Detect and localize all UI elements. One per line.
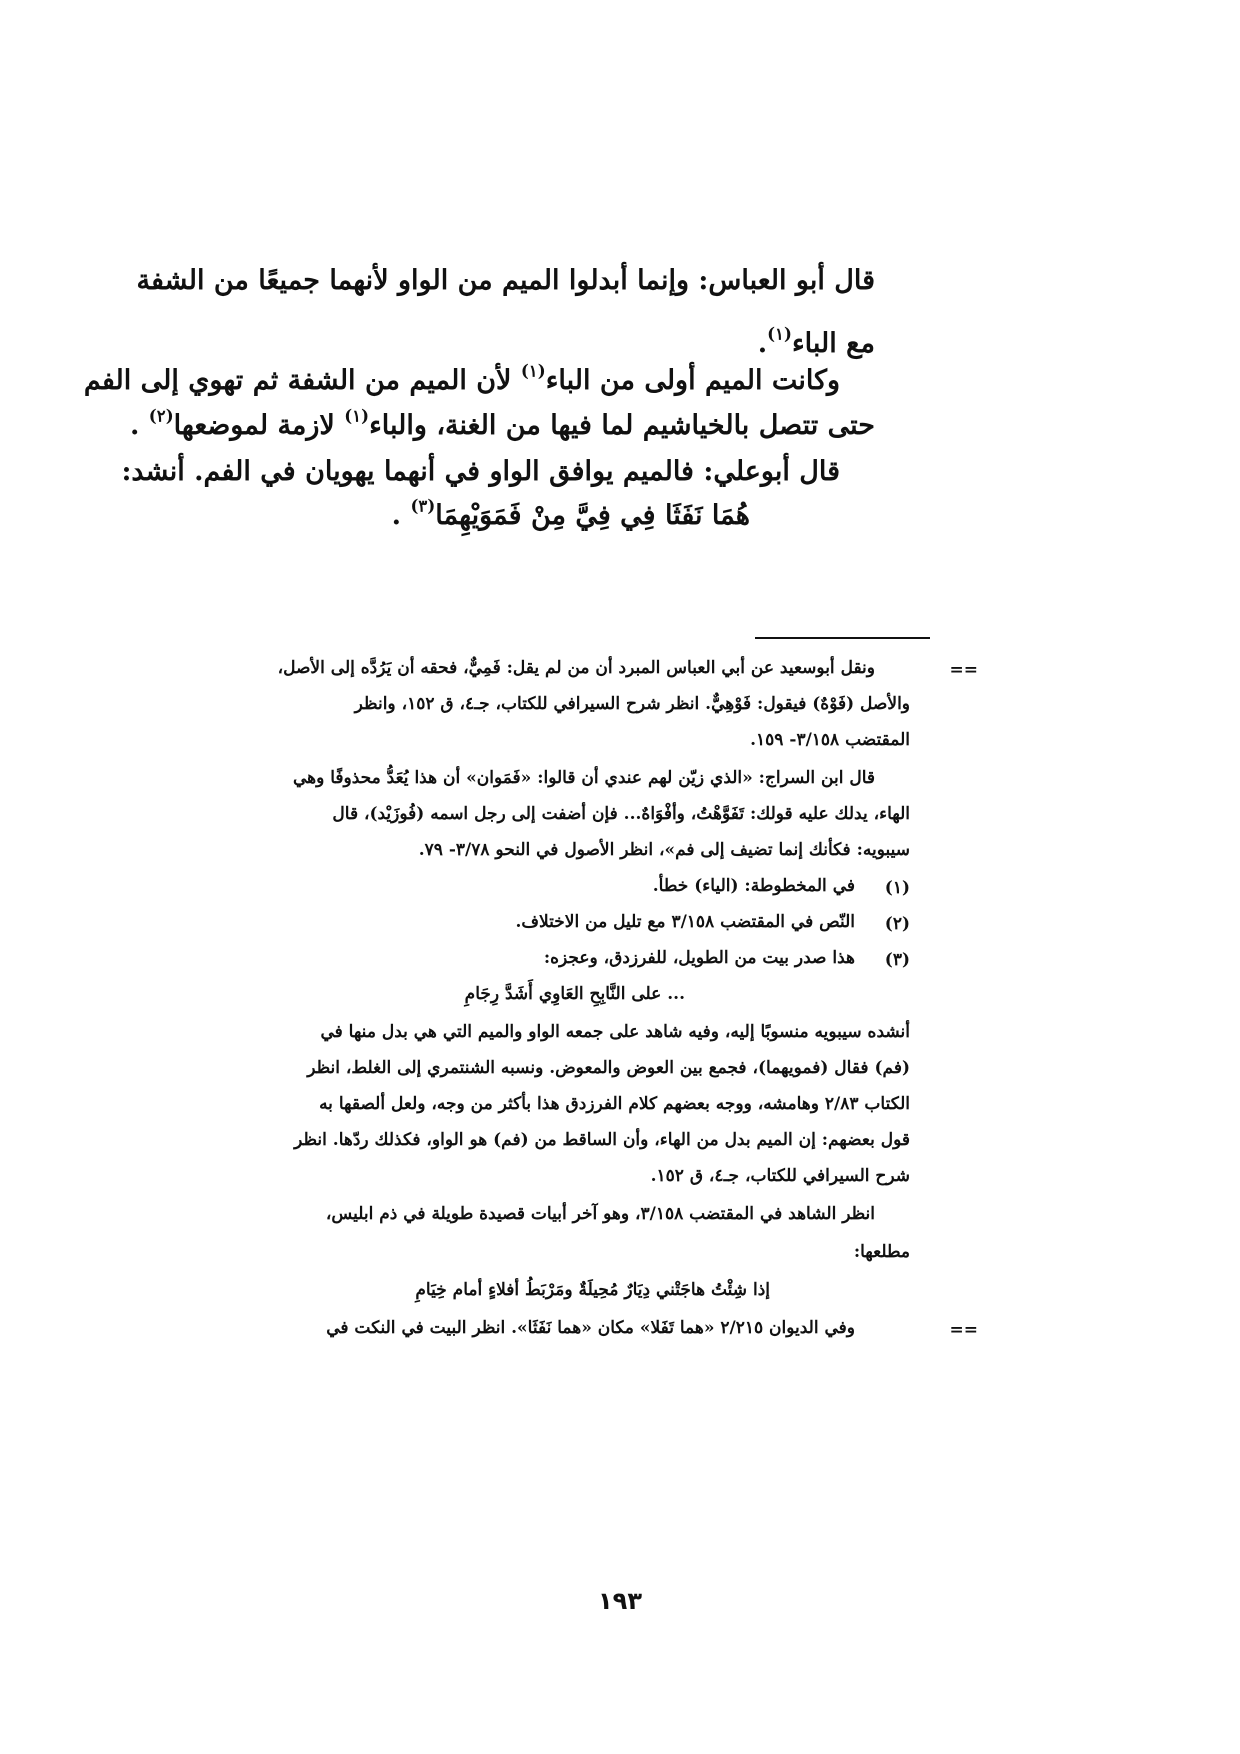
main-line-5	[121, 456, 840, 487]
continuation-mark: ==	[949, 660, 978, 680]
footnote-ref[interactable]: (١)	[767, 323, 792, 344]
main-text: وكانت الميم أولى من الباء	[545, 365, 840, 396]
footnote-line: قال ابن السراج: «الذي زيّن لهم عندي أن قالوا: «فَمَوان» أن هذا يُعَدُّ محذوفًا وهي	[292, 768, 875, 788]
footnote-2-number: (٢)	[884, 914, 910, 934]
footnote-separator	[755, 637, 930, 639]
footnote-ref[interactable]: (٢)	[148, 405, 174, 426]
footnote-line: الهاء، يدلك عليه قولك: تَفَوَّهْتُ، وأفْوَاهٌ... فإن أضفت إلى رجل اسمه (فُوزَيْد)، قال	[332, 804, 910, 824]
main-line-4: حتى تتصل بالخياشيم لما فيها من الغنة، والباء$^{(١)}$ لازمة لموضعها$^{(٢)}$ .	[129, 405, 875, 441]
main-text: قال أبوعلي: فالميم يوافق الواو في أنهما يهويان في الفم. أنشد:	[121, 456, 840, 487]
main-text: قال أبو العباس: وإنما أبدلوا الميم من الواو لأنهما جميعًا من الشفة	[136, 265, 875, 296]
footnote-3-verse: ... على النَّابِحِ العَاوِي أَشَدَّ رِجَامِ	[464, 984, 685, 1004]
footnote-3-text: هذا صدر بيت من الطويل، للفرزدق، وعجزه:	[543, 948, 855, 968]
verse-line: هُمَا نَفَثَا فِي فِيَّ مِنْ فَمَوَيْهِمَا$^{(٣)}$ .	[391, 495, 750, 531]
footnote-ref[interactable]: (١)	[344, 405, 370, 426]
main-line-1	[137, 265, 875, 296]
footnote-line: قول بعضهم: إن الميم بدل من الهاء، وأن الساقط من (فم) هو الواو، فكذلك ردّها. انظر	[294, 1130, 910, 1150]
footnote-line: انظر الشاهد في المقتضب ٣/١٥٨، وهو آخر أبيات قصيدة طويلة في ذم ابليس،	[325, 1204, 875, 1224]
footnote-line: سيبويه: فكأنك إنما تضيف إلى فم»، انظر الأصول في النحو ٣/٧٨- ٧٩.	[418, 840, 910, 860]
footnote-2-text: النّص في المقتضب ٣/١٥٨ مع تليل من الاختلاف.	[515, 912, 855, 932]
footnote-line: المقتضب ٣/١٥٨- ١٥٩.	[750, 730, 910, 750]
continuation-mark: ==	[949, 1320, 978, 1340]
footnote-ref[interactable]: (٣)	[410, 495, 436, 516]
footnote-line: وفي الديوان ٢/٢١٥ «هما تَفَلا» مكان «هما نَفَثَا». انظر البيت في النكت في	[326, 1318, 855, 1338]
main-text: مع الباء	[791, 328, 875, 359]
page-number: ١٩٣	[598, 1587, 642, 1615]
footnote-line: (فم) فقال (فمويهما)، فجمع بين العوض والمعوض. ونسبه الشنتمري إلى الغلط، انظر	[307, 1058, 910, 1078]
footnote-1-number: (١)	[884, 878, 910, 898]
footnote-1-text: في المخطوطة: (الياء) خطأ.	[652, 876, 855, 896]
footnote-line: أنشده سيبويه منسوبًا إليه، وفيه شاهد على جمعه الواو والميم التي هي بدل منها في	[320, 1022, 910, 1042]
footnote-line: مطلعها:	[853, 1242, 910, 1262]
footnote-line: والأصل (فَوْهٌ) فيقول: فَوْهِيٌّ. انظر شرح السيرافي للكتاب، جـ٤، ق ١٥٢، وانظر	[354, 694, 910, 714]
verse-text: هُمَا نَفَثَا فِي فِيَّ مِنْ فَمَوَيْهِمَا	[435, 500, 750, 531]
footnote-ref[interactable]: (١)	[520, 360, 546, 381]
footnote-line: ونقل أبوسعيد عن أبي العباس المبرد أن من لم يقل: فَمِيٌّ، فحقه أن يَرُدَّه إلى الأصل،	[277, 658, 875, 678]
main-text: حتى تتصل بالخياشيم لما فيها من الغنة، والباء	[369, 410, 875, 441]
footnote-line: شرح السيرافي للكتاب، جـ٤، ق ١٥٢.	[650, 1166, 910, 1186]
footnote-line: الكتاب ٢/٨٣ وهامشه، ووجه بعضهم كلام الفرزدق هذا بأكثر من وجه، ولعل ألصقها به	[319, 1094, 910, 1114]
footnote-3-verse-2: إذا شِئْتُ هاجَتْني دِيَارٌ مُحِيلَةٌ ومَرْبَطُ أفلاءٍ أمام خِيَامِ	[415, 1280, 770, 1300]
main-line-3: وكانت الميم أولى من الباء$^{(١)}$ لأن الميم من الشفة ثم تهوي إلى الفم	[83, 360, 840, 396]
footnote-3-number: (٣)	[884, 950, 910, 970]
main-line-2: مع الباء$^{(١)}$.	[757, 323, 875, 359]
